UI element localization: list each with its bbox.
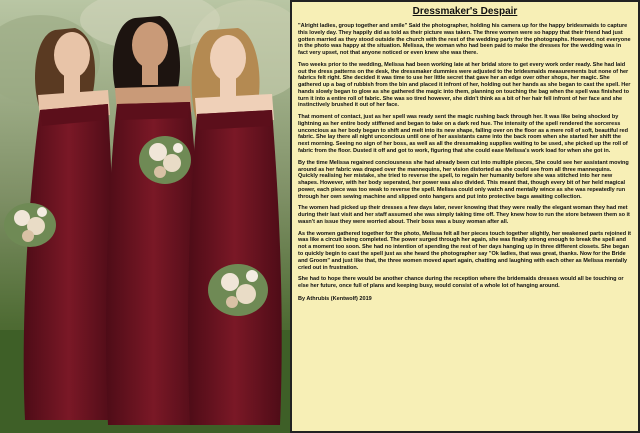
story-byline: By Athrubis (Kentwolf) 2019	[298, 295, 372, 302]
bouquet-middle	[139, 136, 191, 184]
story-paragraph: As the women gathered together for the photo, Melissa felt all her pieces touch together slightly, her weakened parts rejoined it was like a circuit being completed. The power surged through her again, she was finally strong enough to break the spell and not a moment too soon. She had no intention of spending the rest of her days hanging up in three different closets. She began to quickly begin to cast the spell just as she heard the photographer say "Ok ladies, that was great, thanks. Now for the Bride and Groom" and just like that, the three women moved apart again, chatting and laughing with each other as Melissa mentally cried out in frustration.	[298, 230, 631, 271]
story-paragraph: She had to hope there would be another chance during the reception where the bridemaids dresses would all be touching or else her future, once full of plans and keeping busy, would consist of a whole lot of hanging around.	[298, 276, 624, 290]
story-paragraph: "Alright ladies, group together and smile" Said the photographer, holding his camera up for the happy bridesmaids to capture this lovely day. They happily did as told as their picture was taken. The three women were so happy that their friend had just gotten married as they stood outside the church with the rest of the wedding party for the photographs. However, not everyone in the photo was happy at the situation. Melissa, the woman who had been paid to make the dresses for the wedding was in fact very upset, not that anyone noticed or even knew she was there.	[298, 23, 631, 57]
story-paragraph: That moment of contact, just as her spell was ready sent the magic rushing back through her. It was like being shocked by lightning as her entire body stiffened and began to take on a dark red hue. The intensity of the spell rendered the sorceress unconcious as her body began to shift and melt into its new shape, falling over on the floor as a mere roll of soft, beautiful red fabric. She lay there all night unconcious until one of her assistants came into the back room when she started her shift the next morning. Seeing no sign of her boss, as well as all the dressmaking supplies waiting to be used, she picked up the roll of fabric from the floor. Dusted it off and got to work, figuring that she could ease Melissa's work load for when she got in.	[298, 114, 628, 155]
bouquet-left	[4, 203, 56, 247]
story-paragraph: The women had picked up their dresses a few days later, never knowing that they were really the elegant woman they had met during their last visit and her staff assumed she was simply taking time off. They knew how to run the store between them so it wasn't an issue they were worried about. Their boss was a busy woman after all.	[298, 205, 630, 225]
story-paragraph: By the time Melissa regained conciousness she had already been cut into multiple pieces, She could see her assistant moving around as her fabric was draped over the mannequins, her vision distorted as she could see from all three mannequins. Quickly realising her mistake, she tried to reverse the spell, to regain her humanity before she was stitched into her new shapes. However, with her body seperated, her power was also divided. This meant that, though every bit of her held magical power, each piece was too weak to reverse the spell. Melissa could only watch and mentally wince as she was repeatedly run through her own sewing machine and slipped onto hangers and put into protective bags awaiting collection.	[298, 159, 629, 200]
bouquet-right	[208, 264, 268, 316]
story-paragraph: Two weeks prior to the wedding, Melissa had been working late at her bridal store to get every work order ready. She had laid out the dress patterns on the desk, the dressmaker dummies were adjusted to the bridesmaids measurements but none of her fabrics felt right. She decided it was time to use her little secret that gave her an edge over other shops, her magic. She gathered up a bag of rubbish from the bin and placed it infront of her, holding out her hands as she began to cast the spell. Her hands slowly began to glow as she gathered the magic into them, planning on touching the bag when the spell was finished to turn it into a entire roll of fabric. She was so tired however, she didn't think as a bit of her hair fell infront of her face and she instinctively brushed it out of her face.	[298, 61, 631, 109]
story-title: Dressmaker's Despair	[412, 6, 518, 17]
story-panel	[290, 0, 640, 433]
bridesmaids-photo	[0, 0, 290, 433]
